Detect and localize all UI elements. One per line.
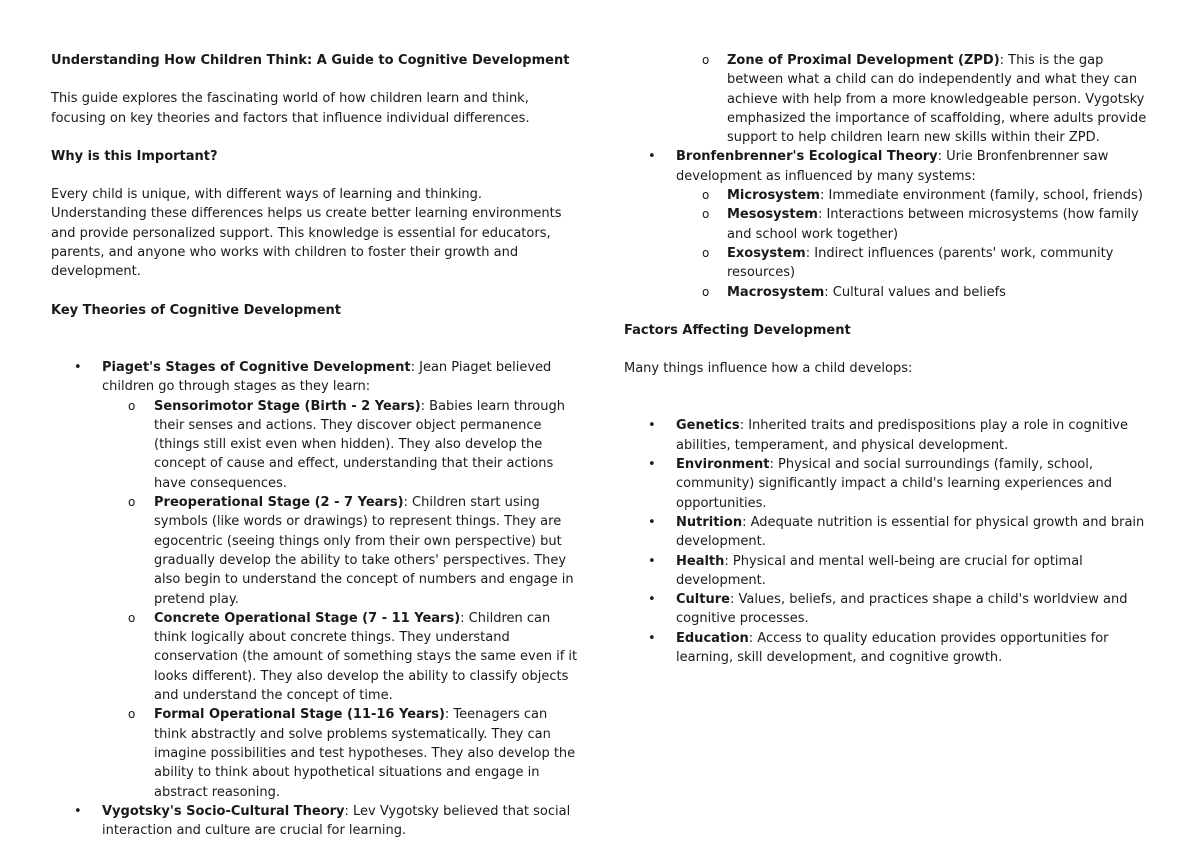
document-title: Understanding How Children Think: A Guide to Cognitive Development [51, 53, 570, 68]
list-item-formal-operational [51, 705, 579, 801]
sub-bullet-marker: o [128, 398, 136, 413]
system-term: Mesosystem [727, 207, 818, 223]
factor-text: : Physical and social surroundings (family, school, community) significantly impact a child's learning experiences and opportunities. [676, 457, 1112, 511]
list-item-piaget [51, 358, 579, 397]
system-text: : Immediate environment (family, school, friends) [819, 188, 1143, 204]
zpd-text: : This is the gap between what a child can do independently and what they can achieve with help from a more knowledgeable person. Vygotsky emphasized the importance of scaffolding, where adults provide support to help children learn new skills within their ZPD. [727, 53, 1147, 146]
factor-text: : Physical and mental well-being are crucial for optimal development. [676, 553, 1083, 588]
right-column [624, 51, 1159, 667]
factor-term: Education [676, 630, 749, 646]
factor-term: Environment [676, 457, 770, 473]
factor-text: : Access to quality education provides opportunities for learning, skill development, and cognitive growth. [676, 630, 1109, 666]
sub-bullet-marker: o [702, 188, 710, 203]
factors-heading: Factors Affecting Development [624, 322, 851, 338]
list-item-microsystem [624, 186, 1159, 205]
stage-text: : Children can think logically about concrete things. They understand conservation (the amount of something stays the same even if it looks different). They also develop the ability to classify objects and understand the concept of time. [154, 610, 578, 704]
list-item-genetics [624, 416, 1159, 455]
list-item-macrosystem [624, 283, 1159, 302]
factor-text: : Adequate nutrition is essential for physical growth and brain development. [676, 514, 1145, 550]
stage-term: Formal Operational Stage (11-16 Years) [154, 707, 445, 723]
stage-text: : Teenagers can think abstractly and solve problems systematically. They can imagine possibilities and test hypotheses. They also develop the ability to think about hypothetical situations and engage in abstract reasoning. [154, 707, 576, 800]
system-term: Exosystem [727, 245, 806, 261]
left-column [51, 51, 579, 840]
intro-paragraph: This guide explores the fascinating world of how children learn and think, focusing on key theories and factors that influence individual differences. [51, 91, 530, 126]
vygotsky-text: : Lev Vygotsky believed that social interaction and culture are crucial for learning. [102, 803, 571, 839]
stage-term: Preoperational Stage (2 - 7 Years) [154, 495, 404, 511]
system-text: : Interactions between microsystems (how family and school work together) [727, 207, 1139, 242]
sub-bullet-marker: o [702, 207, 710, 222]
list-item-zpd [624, 51, 1159, 147]
sub-bullet-marker: o [702, 53, 710, 67]
stage-text: : Children start using symbols (like words or drawings) to represent things. They are egocentric (seeing things only from their own perspective) but gradually develop the ability to take others' perspectives. They also begin to understand the concept of numbers and engage in pretend play. [154, 495, 574, 607]
stage-term: Concrete Operational Stage (7 - 11 Years) [154, 610, 461, 626]
list-item-environment [624, 455, 1159, 513]
bullet-marker: • [648, 418, 656, 434]
sub-bullet-marker: o [702, 245, 710, 260]
bullet-marker: • [648, 553, 656, 569]
bronfenbrenner-text: : Urie Bronfenbrenner saw development as influenced by many systems: [676, 149, 1109, 184]
factor-term: Culture [676, 592, 730, 608]
list-item-vygotsky [51, 802, 579, 841]
theories-list-continued [624, 51, 1159, 302]
why-paragraph: Every child is unique, with different ways of learning and thinking. Understanding these differences helps us create better learning environments and provide personalized support. This knowledge is essential for educators, parents, and anyone who works with children to foster their growth and development. [51, 187, 562, 280]
bronfenbrenner-term: Bronfenbrenner's Ecological Theory [676, 149, 938, 165]
sub-bullet-marker: o [128, 610, 136, 625]
system-term: Microsystem [727, 188, 820, 204]
zpd-term: Zone of Proximal Development (ZPD) [727, 53, 1000, 68]
piaget-text: : Jean Piaget believed children go through stages as they learn: [102, 359, 552, 395]
why-heading: Why is this Important? [51, 148, 218, 164]
sub-bullet-marker: o [128, 495, 136, 510]
theories-heading: Key Theories of Cognitive Development [51, 302, 341, 318]
factor-term: Genetics [676, 418, 740, 434]
theories-list [51, 358, 579, 840]
factor-term: Nutrition [676, 514, 743, 530]
stage-text: : Babies learn through their senses and actions. They discover object permanence (things still exist even when hidden). They also develop the concept of cause and effect, understanding that their actions have consequences. [154, 398, 565, 491]
bullet-marker: • [648, 457, 656, 473]
list-item-preoperational [51, 493, 579, 609]
list-item-health [624, 552, 1159, 591]
bullet-marker: • [74, 803, 82, 819]
list-item-exosystem [624, 244, 1159, 283]
factor-term: Health [676, 553, 725, 569]
sub-bullet-marker: o [702, 284, 710, 299]
bullet-marker: • [648, 630, 656, 646]
sub-bullet-marker: o [128, 707, 136, 722]
system-term: Macrosystem [727, 284, 825, 300]
list-item-sensorimotor [51, 397, 579, 493]
list-item-bronfenbrenner [624, 147, 1159, 186]
list-item-education [624, 629, 1159, 668]
system-text: : Indirect influences (parents' work, community resources) [727, 245, 1114, 281]
list-item-concrete-operational [51, 609, 579, 705]
bullet-marker: • [648, 514, 656, 530]
list-item-nutrition [624, 513, 1159, 552]
bullet-marker: • [74, 359, 82, 375]
list-item-mesosystem [624, 205, 1159, 244]
bullet-marker: • [648, 592, 656, 608]
bullet-marker: • [648, 149, 656, 165]
factors-list [624, 416, 1159, 667]
factors-intro: Many things influence how a child develops: [624, 361, 913, 377]
factor-text: : Inherited traits and predispositions play a role in cognitive abilities, temperament, and physical development. [676, 418, 1128, 453]
piaget-term: Piaget's Stages of Cognitive Development [102, 359, 411, 375]
list-item-culture [624, 590, 1159, 629]
factor-text: : Values, beliefs, and practices shape a child's worldview and cognitive processes. [676, 592, 1128, 627]
vygotsky-term: Vygotsky's Socio-Cultural Theory [102, 803, 345, 819]
stage-term: Sensorimotor Stage (Birth - 2 Years) [154, 398, 421, 414]
system-text: : Cultural values and beliefs [824, 284, 1006, 300]
